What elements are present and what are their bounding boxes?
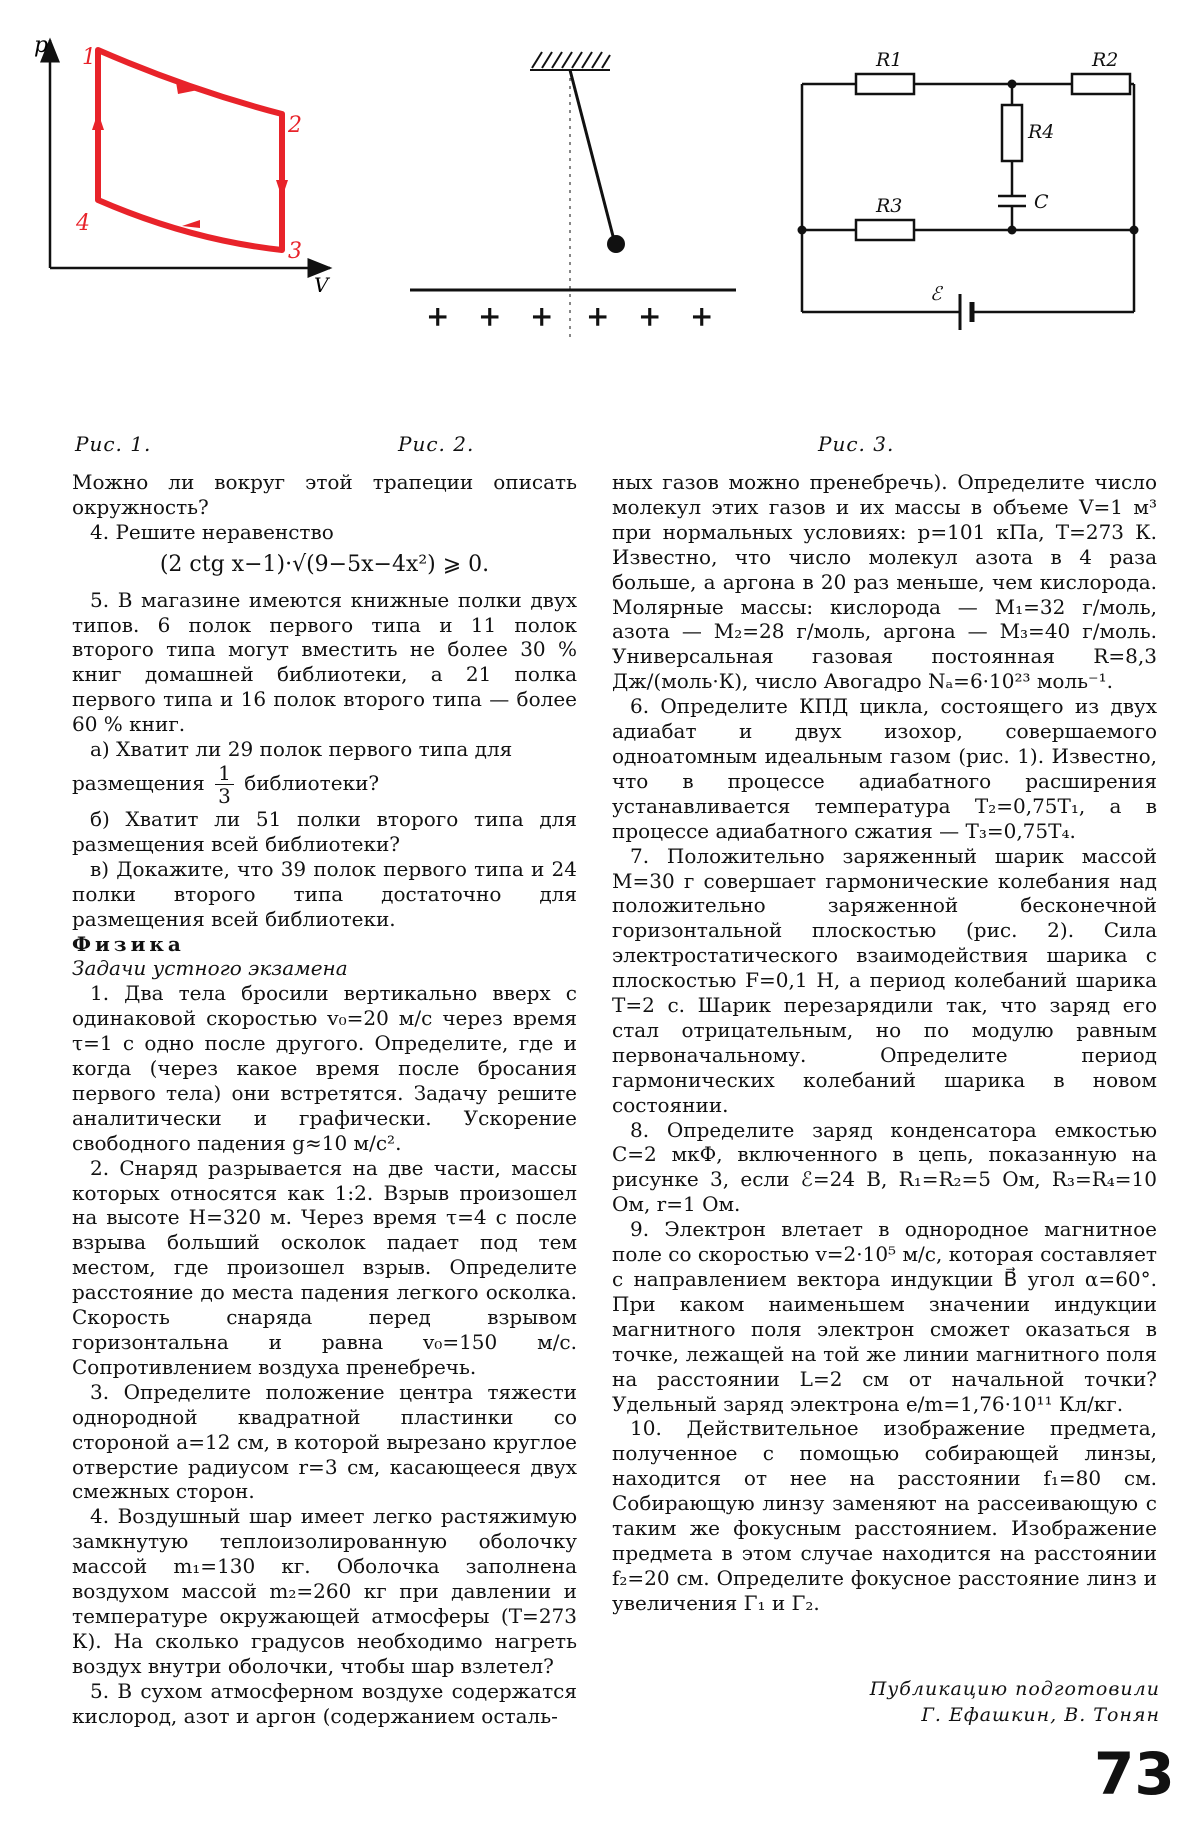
physics-problem-10: 10. Действительное изображение предмета, полученное с помощью собирающей линзы, находится от нее на расстоянии f₁=80 см. Собирающую линзу заменяют на рассеивающую с таким же фокусным расстоянием. Изображение предмета в этом случае находится на расстоянии f₂=20 см. Определите фокусное расстояние линз и увеличения Γ₁ и Γ₂. xyxy=(612,1416,1157,1615)
text: библиотеки? xyxy=(244,770,380,795)
charged-ball xyxy=(607,235,625,253)
resistor-r3 xyxy=(856,220,914,240)
problem-5a: а) Хватит ли 29 полок первого типа для xyxy=(90,737,513,762)
fraction-numerator: 1 xyxy=(215,762,234,785)
axis-label-p: p xyxy=(34,33,49,58)
plus-charge: + xyxy=(586,300,610,333)
section-heading-physics: Физика xyxy=(72,931,185,956)
point-1-label: 1 xyxy=(82,45,96,70)
problem-5c: в) Докажите, что 39 полок первого типа и 24 полки второго типа достаточно для размещения всей библиотеки. xyxy=(72,856,577,931)
credit-line: Публикацию подготовили xyxy=(869,1678,1160,1700)
physics-problem-2: 2. Снаряд разрывается на две части, массы которых относятся как 1:2. Взрыв произошел на высоте H=320 м. Через время τ=4 с после взрыва больший осколок падает под тем местом, где произошел взрыв. Определите расстояние до места падения легкого осколка. Скорость снаряда перед взрывом горизонтальна и равна v₀=150 м/с. Сопротивлением воздуха пренебречь. xyxy=(72,1155,577,1379)
figure-1-pv-diagram xyxy=(34,30,380,340)
right-column xyxy=(612,470,1157,1616)
physics-problem-1: 1. Два тела бросили вертикально вверх с одинаковой скоростью v₀=20 м/с через время τ=1 с одно после другого. Определите, где и когда (через какое время после бросания первого тела) они встретятся. Задачу решите аналитически и графически. Ускорение свободного падения g≈10 м/с². xyxy=(72,981,577,1155)
physics-problem-8: 8. Определите заряд конденсатора емкостью C=2 мкФ, включенного в цепь, показанную на рисунке 3, если ℰ=24 В, R₁=R₂=5 Ом, R₃=R₄=10 Ом, r=1 Ом. xyxy=(612,1117,1157,1217)
arrow-2-3 xyxy=(276,180,288,198)
plus-charge: + xyxy=(426,300,450,333)
plus-charge: + xyxy=(638,300,662,333)
point-3-label: 3 xyxy=(288,239,302,264)
label-c: C xyxy=(1034,191,1049,213)
plus-charge: + xyxy=(530,300,554,333)
junction-dot xyxy=(1008,226,1017,235)
problem-5b: б) Хватит ли 51 полки второго типа для размещения всей библиотеки? xyxy=(72,806,577,856)
fraction-denominator: 3 xyxy=(218,783,231,808)
resistor-r4 xyxy=(1002,105,1022,161)
page-number: 73 xyxy=(1094,1740,1175,1808)
point-4-label: 4 xyxy=(76,211,90,236)
label-r1: R1 xyxy=(876,49,903,71)
label-r2: R2 xyxy=(1092,49,1119,71)
section-subheading: Задачи устного экзамена xyxy=(72,956,348,981)
pendulum-string xyxy=(570,70,614,240)
resistor-r1 xyxy=(856,74,914,94)
label-r4: R4 xyxy=(1028,121,1055,143)
figure-2-caption: Рис. 2. xyxy=(398,432,475,456)
credit-authors: Г. Ефашкин, В. Тонян xyxy=(921,1704,1160,1726)
cycle-path xyxy=(98,50,282,250)
figure-1-caption: Рис. 1. xyxy=(75,432,152,456)
label-r3: R3 xyxy=(876,195,903,217)
junction-dot xyxy=(798,226,807,235)
left-column xyxy=(72,470,577,1729)
physics-problem-3: 3. Определите положение центра тяжести однородной квадратной пластинки со стороной a=12 см, в которой вырезано круглое отверстие радиусом r=3 см, касающееся двух смежных сторон. xyxy=(72,1379,577,1504)
point-2-label: 2 xyxy=(288,113,302,138)
physics-problem-6: 6. Определите КПД цикла, состоящего из двух адиабат и двух изохор, совершаемого одноатомным идеальным газом (рис. 1). Известно, что в процессе адиабатного расширения устанавливается температура T₂=0,75T₁, а в процессе адиабатного сжатия — T₃=0,75T₄. xyxy=(612,694,1157,843)
resistor-r2 xyxy=(1072,74,1130,94)
figure-3-circuit xyxy=(780,40,1160,380)
plus-charge: + xyxy=(690,300,714,333)
fraction xyxy=(215,762,234,807)
arrow-4-1 xyxy=(92,112,104,130)
arrow-3-4 xyxy=(182,220,200,228)
publication-credit xyxy=(780,1676,1160,1728)
figure-2-pendulum xyxy=(400,40,750,340)
physics-problem-7: 7. Положительно заряженный шарик массой M=30 г совершает гармонические колебания над положительно заряженной бесконечной горизонтальной плоскостью (рис. 2). Сила электростатического взаимодействия шарика с плоскостью F=0,1 Н, а период колебаний шарика T=2 с. Шарик перезарядили так, что заряд его стал отрицательным, но по модулю равным первоначальному. Определите период гармонических колебаний шарика в новом состоянии. xyxy=(612,843,1157,1117)
figure-3-caption: Рис. 3. xyxy=(818,432,895,456)
physics-problem-5-start: 5. В сухом атмосферном воздухе содержатся кислород, азот и аргон (содержанием осталь- xyxy=(72,1678,577,1728)
problem-5a-cont xyxy=(72,762,577,807)
ceiling-hatch xyxy=(530,52,610,70)
inequality-equation: (2 ctg x−1)·√(9−5x−4x²) ⩾ 0. xyxy=(159,551,490,577)
physics-problem-5-cont: ных газов можно пренебречь). Определите число молекул этих газов и их массы в объеме V=1 м³ при нормальных условиях: p=101 кПа, T=273 К. Известно, что число молекул азота в 4 раза больше, а аргона в 20 раз меньше, чем кислорода. Молярные массы: кислорода — M₁=32 г/моль, азота — M₂=28 г/моль, аргона — M₃=40 г/моль. Универсальная газовая постоянная R=8,3 Дж/(моль·К), число Авогадро Nₐ=6·10²³ моль⁻¹. xyxy=(612,470,1157,694)
physics-problem-9: 9. Электрон влетает в однородное магнитное поле со скоростью v=2·10⁵ м/с, которая составляет с направлением вектора индукции B⃗ угол α=60°. При каком наименьшем значении индукции магнитного поля электрон сможет оказаться в точке, лежащей на той же линии магнитного поля на расстоянии L=2 см от начальной точки? Удельный заряд электрона e/m=1,76·10¹¹ Кл/кг. xyxy=(612,1217,1157,1416)
text: размещения xyxy=(72,770,205,795)
label-emf: ℰ xyxy=(930,283,942,305)
paragraph: Можно ли вокруг этой трапеции описать окружность? xyxy=(72,470,577,519)
junction-dot xyxy=(1130,226,1139,235)
axis-label-v: V xyxy=(314,273,329,297)
problem-5-math: 5. В магазине имеются книжные полки двух типов. 6 полок первого типа и 11 полок второго типа могут вместить не более 30 % книг домашней библиотеки, а 21 полка первого типа и 16 полок второго типа — более 60 % книг. xyxy=(72,587,577,737)
physics-problem-4: 4. Воздушный шар имеет легко растяжимую замкнутую теплоизолированную оболочку массой m₁=130 кг. Оболочка заполнена воздухом массой m₂=260 кг при давлении и температуре окружающей атмосферы (T=273 К). На сколько градусов необходимо нагреть воздух внутри оболочки, чтобы шар взлетел? xyxy=(72,1504,577,1678)
plus-charge: + xyxy=(478,300,502,333)
junction-dot xyxy=(1008,80,1017,89)
problem-4-math: 4. Решите неравенство xyxy=(90,519,334,544)
